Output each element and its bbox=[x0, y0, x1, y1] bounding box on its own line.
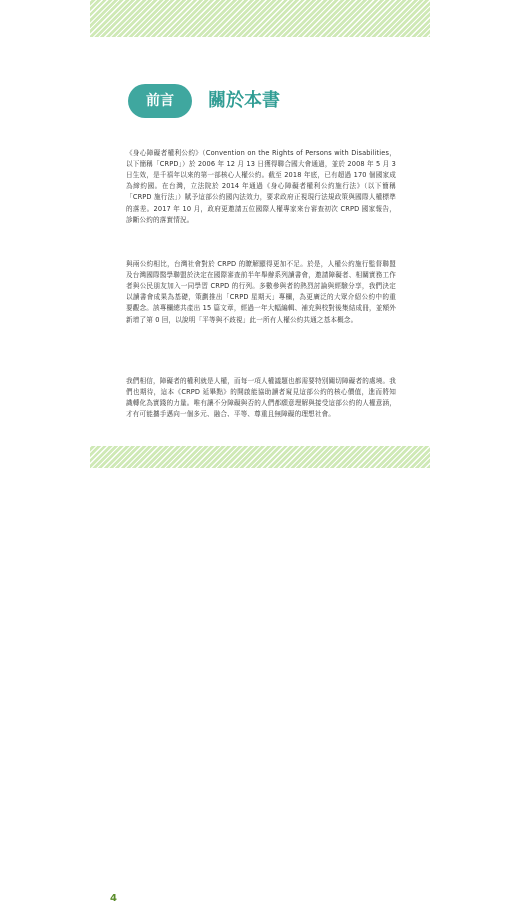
paragraph-2: 與兩公約相比，台灣社會對於 CRPD 的瞭解顯得更加不足。於是，人權公約施行監督聯盟及台灣國際醫學聯盟於決定在國際審查前半年舉辦系列讀書會，邀請障礙者、相關實務工作者與公民朋友加入一同學習 CRPD 的行列。多數參與者的熱烈討論與經驗分享，我們決定以讀書會成果為基礎，策劃推出「CRPD 星期天」專欄，為更廣泛的大眾介紹公約中的重要觀念。該專欄總共產出 15 篇文章，經過一年大幅編輯、補充與校對後集結成冊，並額外新增了第 0 回，以說明「平等與不歧視」此一所有人權公約共通之基本概念。 bbox=[126, 259, 396, 324]
page-number: 4 bbox=[110, 893, 117, 904]
bottom-decorative-stripe bbox=[90, 446, 430, 904]
paragraph-1: 《身心障礙者權利公約》（Convention on the Rights of Persons with Disabilities，以下簡稱「CRPD」）於 2006 年 12 月 13 日獲得聯合國大會通過，並於 2008 年 5 月 3 日生效，是千禧年以來的第一部核心人權公約。截至 2018 年底，已有超過 170 個國家成為締約國。在台灣，立法院於 2014 年通過《身心障礙者權利公約施行法》（以下簡稱「CRPD 施行法」）賦予這部公約國內法效力，要求政府正視現行法規政策與國際人權標準的落差。2017 年 10 月，政府更邀請五位國際人權專家來台審查初次 CRPD 國家報告，診斷公約的落實情況。 bbox=[126, 148, 396, 224]
chapter-heading bbox=[128, 84, 408, 118]
book-page bbox=[90, 0, 430, 904]
page-title: 關於本書 bbox=[208, 90, 280, 111]
paragraph-3: 我們相信，障礙者的權利就是人權，而每一項人權議題也都需要特別關切障礙者的處境。我們也期待，這本《CRPD 延畢點》的開啟能協助讀者窺見這部公約的核心價值，進而將知識轉化為實踐的力量。唯有讓不分障礙與否的人們都願意理解與接受這部公約的人權意涵，才有可能攜手邁向一個多元、融合、平等、尊重且無障礙的理想社會。 bbox=[126, 376, 396, 419]
preface-tag: 前言 bbox=[128, 84, 192, 118]
top-decorative-stripe bbox=[90, 0, 430, 37]
